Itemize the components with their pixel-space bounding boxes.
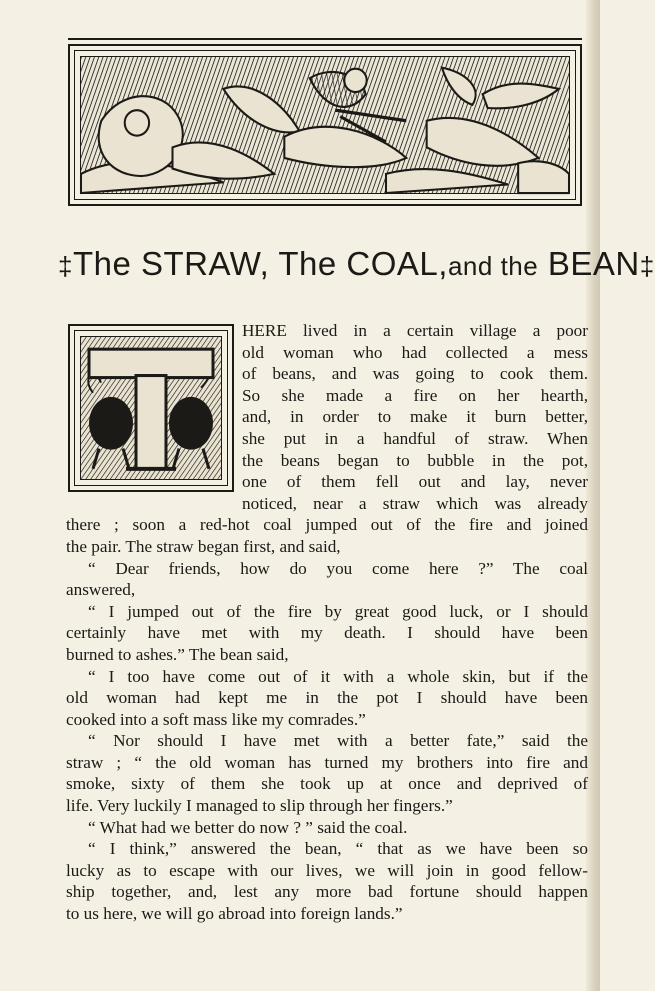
text-line: certainly have met with my death. I should have been xyxy=(66,623,588,643)
text-line: she put in a handful of straw. When xyxy=(242,428,588,448)
text-line: “ Dear friends, how do you come here ?” The coal xyxy=(88,558,588,578)
text-line: the pair. The straw began first, and said, xyxy=(66,536,341,556)
text-line: and, in order to make it burn better, xyxy=(242,407,588,427)
text-line: ship together, and, lest any more bad fortune should happen xyxy=(66,882,588,902)
text-line: “ I think,” answered the bean, “ that as we have been so xyxy=(88,839,588,859)
text-line: one of them fell out and lay, never xyxy=(242,472,588,492)
text-line: smoke, sixty of them she took up at once and deprived of xyxy=(66,774,588,794)
banner-engraving xyxy=(81,57,569,193)
text-line: there ; soon a red-hot coal jumped out of the fire and joined xyxy=(66,515,588,535)
text-line: old woman had kept me in the pot I should have been xyxy=(66,688,588,708)
story-title: ‡The STRAW, The COAL,and the BEAN‡ xyxy=(58,245,655,282)
header-illustration xyxy=(68,44,582,206)
text-line: So she made a fire on her hearth, xyxy=(242,385,588,405)
text-line: old woman who had collected a mess xyxy=(242,342,588,362)
text-line: answered, xyxy=(66,580,136,600)
text-line: “ What had we better do now ? ” said the coal. xyxy=(88,817,408,837)
text-line: “ I jumped out of the fire by great good luck, or I should xyxy=(88,601,588,621)
text-line: lucky as to escape with our lives, we will join in good fellow- xyxy=(66,860,588,880)
text-line: cooked into a soft mass like my comrades.” xyxy=(66,709,366,729)
text-line: burned to ashes.” The bean said, xyxy=(66,644,289,664)
text-line: the beans began to bubble in the pot, xyxy=(242,450,588,470)
top-rule xyxy=(68,38,582,40)
story-text xyxy=(66,320,588,925)
text-line: to us here, we will go abroad into foreign lands.” xyxy=(66,904,403,924)
text-line: “ Nor should I have met with a better fate,” said the xyxy=(88,731,588,751)
text-line: of beans, and was going to cook them. xyxy=(242,364,588,384)
page-edge xyxy=(586,0,600,991)
text-line: straw ; “ the old woman has turned my brothers into fire and xyxy=(66,752,588,772)
text-line: HERE lived in a certain village a poor xyxy=(242,321,588,340)
text-line: life. Very luckily I managed to slip through her fingers.” xyxy=(66,796,453,816)
text-line: “ I too have come out of it with a whole skin, but if the xyxy=(88,666,588,686)
text-line: noticed, near a straw which was already xyxy=(242,493,588,513)
